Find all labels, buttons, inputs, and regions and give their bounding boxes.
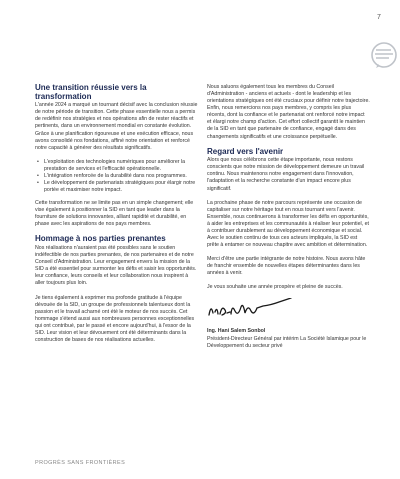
left-column (35, 84, 198, 351)
section-heading-tribute: Hommage à nos parties prenantes (35, 234, 166, 244)
bullet-item: • Le développement de partenariats stratégiques pour élargir notre portée et maximiser notre impact. (44, 180, 198, 194)
paragraph-stakeholders: Nos réalisations n'auraient pas été possibles sans le soutien indéfectible de nos parties prenantes, de nos partenaires et de notre Conseil d'Administration. Leur engagement envers la mission de la SID a été essentiel pour surmonter les défis et saisir les opportunités. leur confiance, leurs conseils et leur collaboration nous inspirent à aller toujours plus loin. (35, 245, 197, 287)
paragraph-wishes: Je vous souhaite une année prospère et pleine de succès. (207, 284, 343, 291)
paragraph-board: Nous saluons également tous les membres du Conseil d'Administration - anciens et actuels - dont le leadership et les orientations stratégiques ont été cruciaux pour définir notre trajectoire. Enfin, nous remercions nos pays membres, y compris les plus récents, dont la confiance et le partenariat ont renforcé notre impact et élargi notre champ d'action. Cet effort collectif garantit le maintien de la SID en tant que partenaire de confiance, engagé dans des changements significatifs et une croissance perpétuelle. (207, 84, 370, 140)
bullet-list (35, 159, 198, 194)
signatory-name: Ing. Hani Salem Sonbol (207, 328, 266, 335)
bullet-item: • L'intégration renforcée de la durabilité dans nos programmes. (44, 173, 198, 180)
speech-bubble-icon (367, 42, 400, 68)
paragraph-next-phase: La prochaine phase de notre parcours représente une occasion de capitaliser sur notre héritage tout en nous tournant vers l'avenir. Ensemble, nous continuerons à transformer les défis en opportunités, à aider les entreprises et les communautés à réaliser leur potentiel, et à contribuer durablement au développement économique et social. Avec le soutien continu de tous ces acteurs impliqués, la SID est prête à entamer ce nouveau chapitre avec ambition et détermination. (207, 199, 369, 249)
page-number: 7 (377, 14, 381, 21)
section-heading-future: Regard vers l'avenir (207, 146, 284, 156)
signature (207, 298, 301, 320)
footer-title: PROGRÈS SANS FRONTIÈRES (35, 460, 126, 466)
paragraph-transition: L'année 2024 a marqué un tournant décisif avec la conclusion réussie de notre période de transition. Cette phase essentielle nous a permis de redéfinir nos stratégies et nos opérations afin de rester réactifs et pertinents, dans un environnement mondial en constante évolution. Grâce à une planification rigoureuse et une exécution efficace, nous avons consolidé nos fondations, affiné notre orientation et renforcé notre capacité à générer des résultats significatifs. (35, 102, 198, 151)
right-column (207, 84, 370, 350)
section-heading-transition: Une transition réussie vers la transformation (35, 83, 147, 101)
paragraph-thanks: Merci d'être une partie intégrante de notre histoire. Nous avons hâte de franchir ensemble de nouvelles étapes déterminantes dans les années à venir. (207, 256, 366, 277)
signatory-title: Président-Directeur Général par intérim La Société Islamique pour le Développement du secteur privé (207, 335, 367, 349)
paragraph-mission: Alors que nous célébrons cette étape importante, nous restons conscients que notre mission de développement demeure un travail continu. Nous maintenons notre engagement dans l'innovation, l'adaptation et la recherche constante d'un impact encore plus significatif. (207, 157, 365, 192)
paragraph-gratitude: Je tiens également à exprimer ma profonde gratitude à l'équipe dévouée de la SID, un groupe de professionnels talentueux dont la passion et le travail acharné ont été le moteur de nos succès. Cet hommage s'étend aussi aux nombreuses personnes exceptionnelles qui ont contribué, par le passé et encore aujourd'hui, à l'essor de la SID. Leur vision et leur dévouement ont été déterminants dans la construction de bases de nos réalisations actuelles. (35, 294, 195, 343)
paragraph-positioning: Cette transformation ne se limite pas en un simple changement; elle vise également à positionner la SID en tant que leader dans la fourniture de solutions innovantes, alliant rapidité et durabilité, en phase avec les aspirations de nos pays membres. (35, 200, 194, 228)
bullet-item: • L'exploitation des technologies numériques pour améliorer la prestation de services et l'efficacité opérationnelle. (44, 159, 198, 173)
